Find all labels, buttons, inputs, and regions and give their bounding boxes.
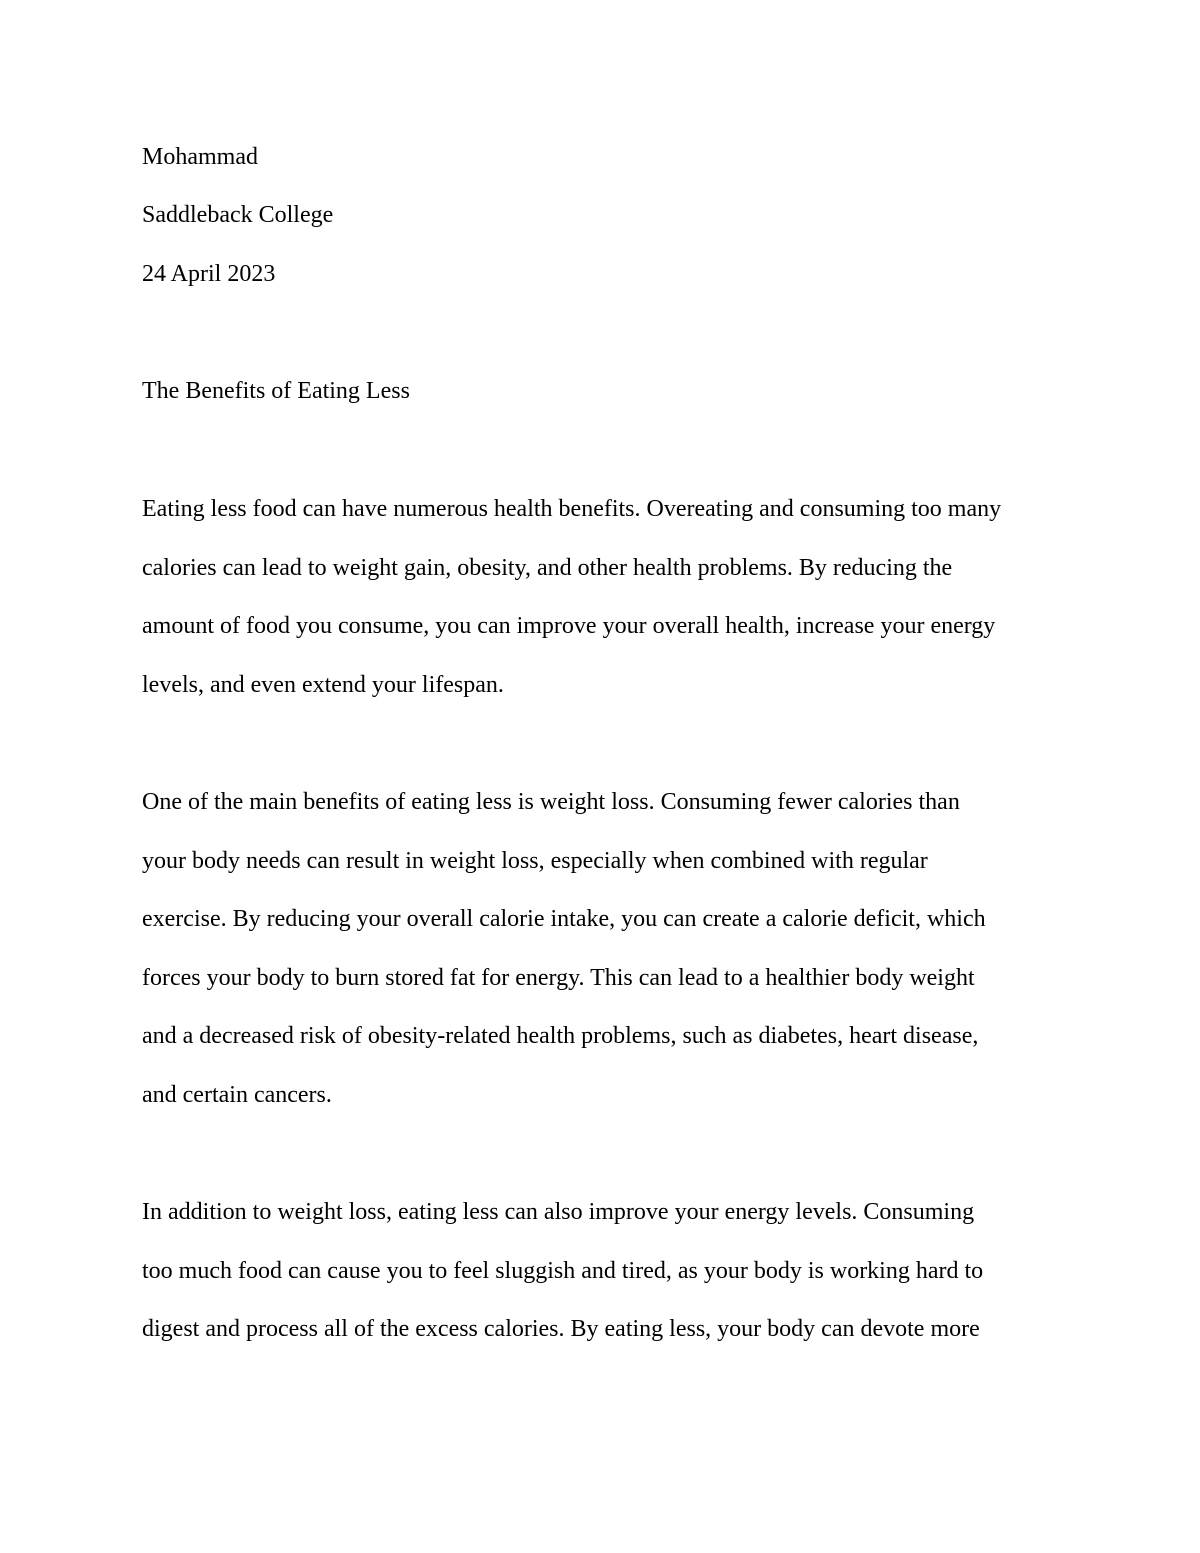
institution-name: Saddleback College xyxy=(142,202,334,228)
paragraph-line: calories can lead to weight gain, obesity, and other health problems. By reducing the xyxy=(142,555,953,581)
paragraph-line: and a decreased risk of obesity-related health problems, such as diabetes, heart disease, xyxy=(142,1023,979,1049)
paragraph-line: and certain cancers. xyxy=(142,1082,332,1108)
paragraph-line: forces your body to burn stored fat for energy. This can lead to a healthier body weight xyxy=(142,965,975,991)
paragraph-line: In addition to weight loss, eating less can also improve your energy levels. Consuming xyxy=(142,1199,975,1225)
author-name: Mohammad xyxy=(142,144,258,170)
paragraph-line: digest and process all of the excess calories. By eating less, your body can devote more xyxy=(142,1316,980,1342)
paragraph-line: levels, and even extend your lifespan. xyxy=(142,672,504,698)
paragraph-line: your body needs can result in weight loss, especially when combined with regular xyxy=(142,848,928,874)
document-date: 24 April 2023 xyxy=(142,261,276,287)
paragraph-line: exercise. By reducing your overall calorie intake, you can create a calorie deficit, which xyxy=(142,906,986,932)
paragraph-line: amount of food you consume, you can improve your overall health, increase your energy xyxy=(142,613,996,639)
paragraph-line: too much food can cause you to feel sluggish and tired, as your body is working hard to xyxy=(142,1258,984,1284)
document-title: The Benefits of Eating Less xyxy=(142,378,410,404)
paragraph-line: Eating less food can have numerous health benefits. Overeating and consuming too many xyxy=(142,496,1002,522)
paragraph-line: One of the main benefits of eating less is weight loss. Consuming fewer calories than xyxy=(142,789,960,815)
